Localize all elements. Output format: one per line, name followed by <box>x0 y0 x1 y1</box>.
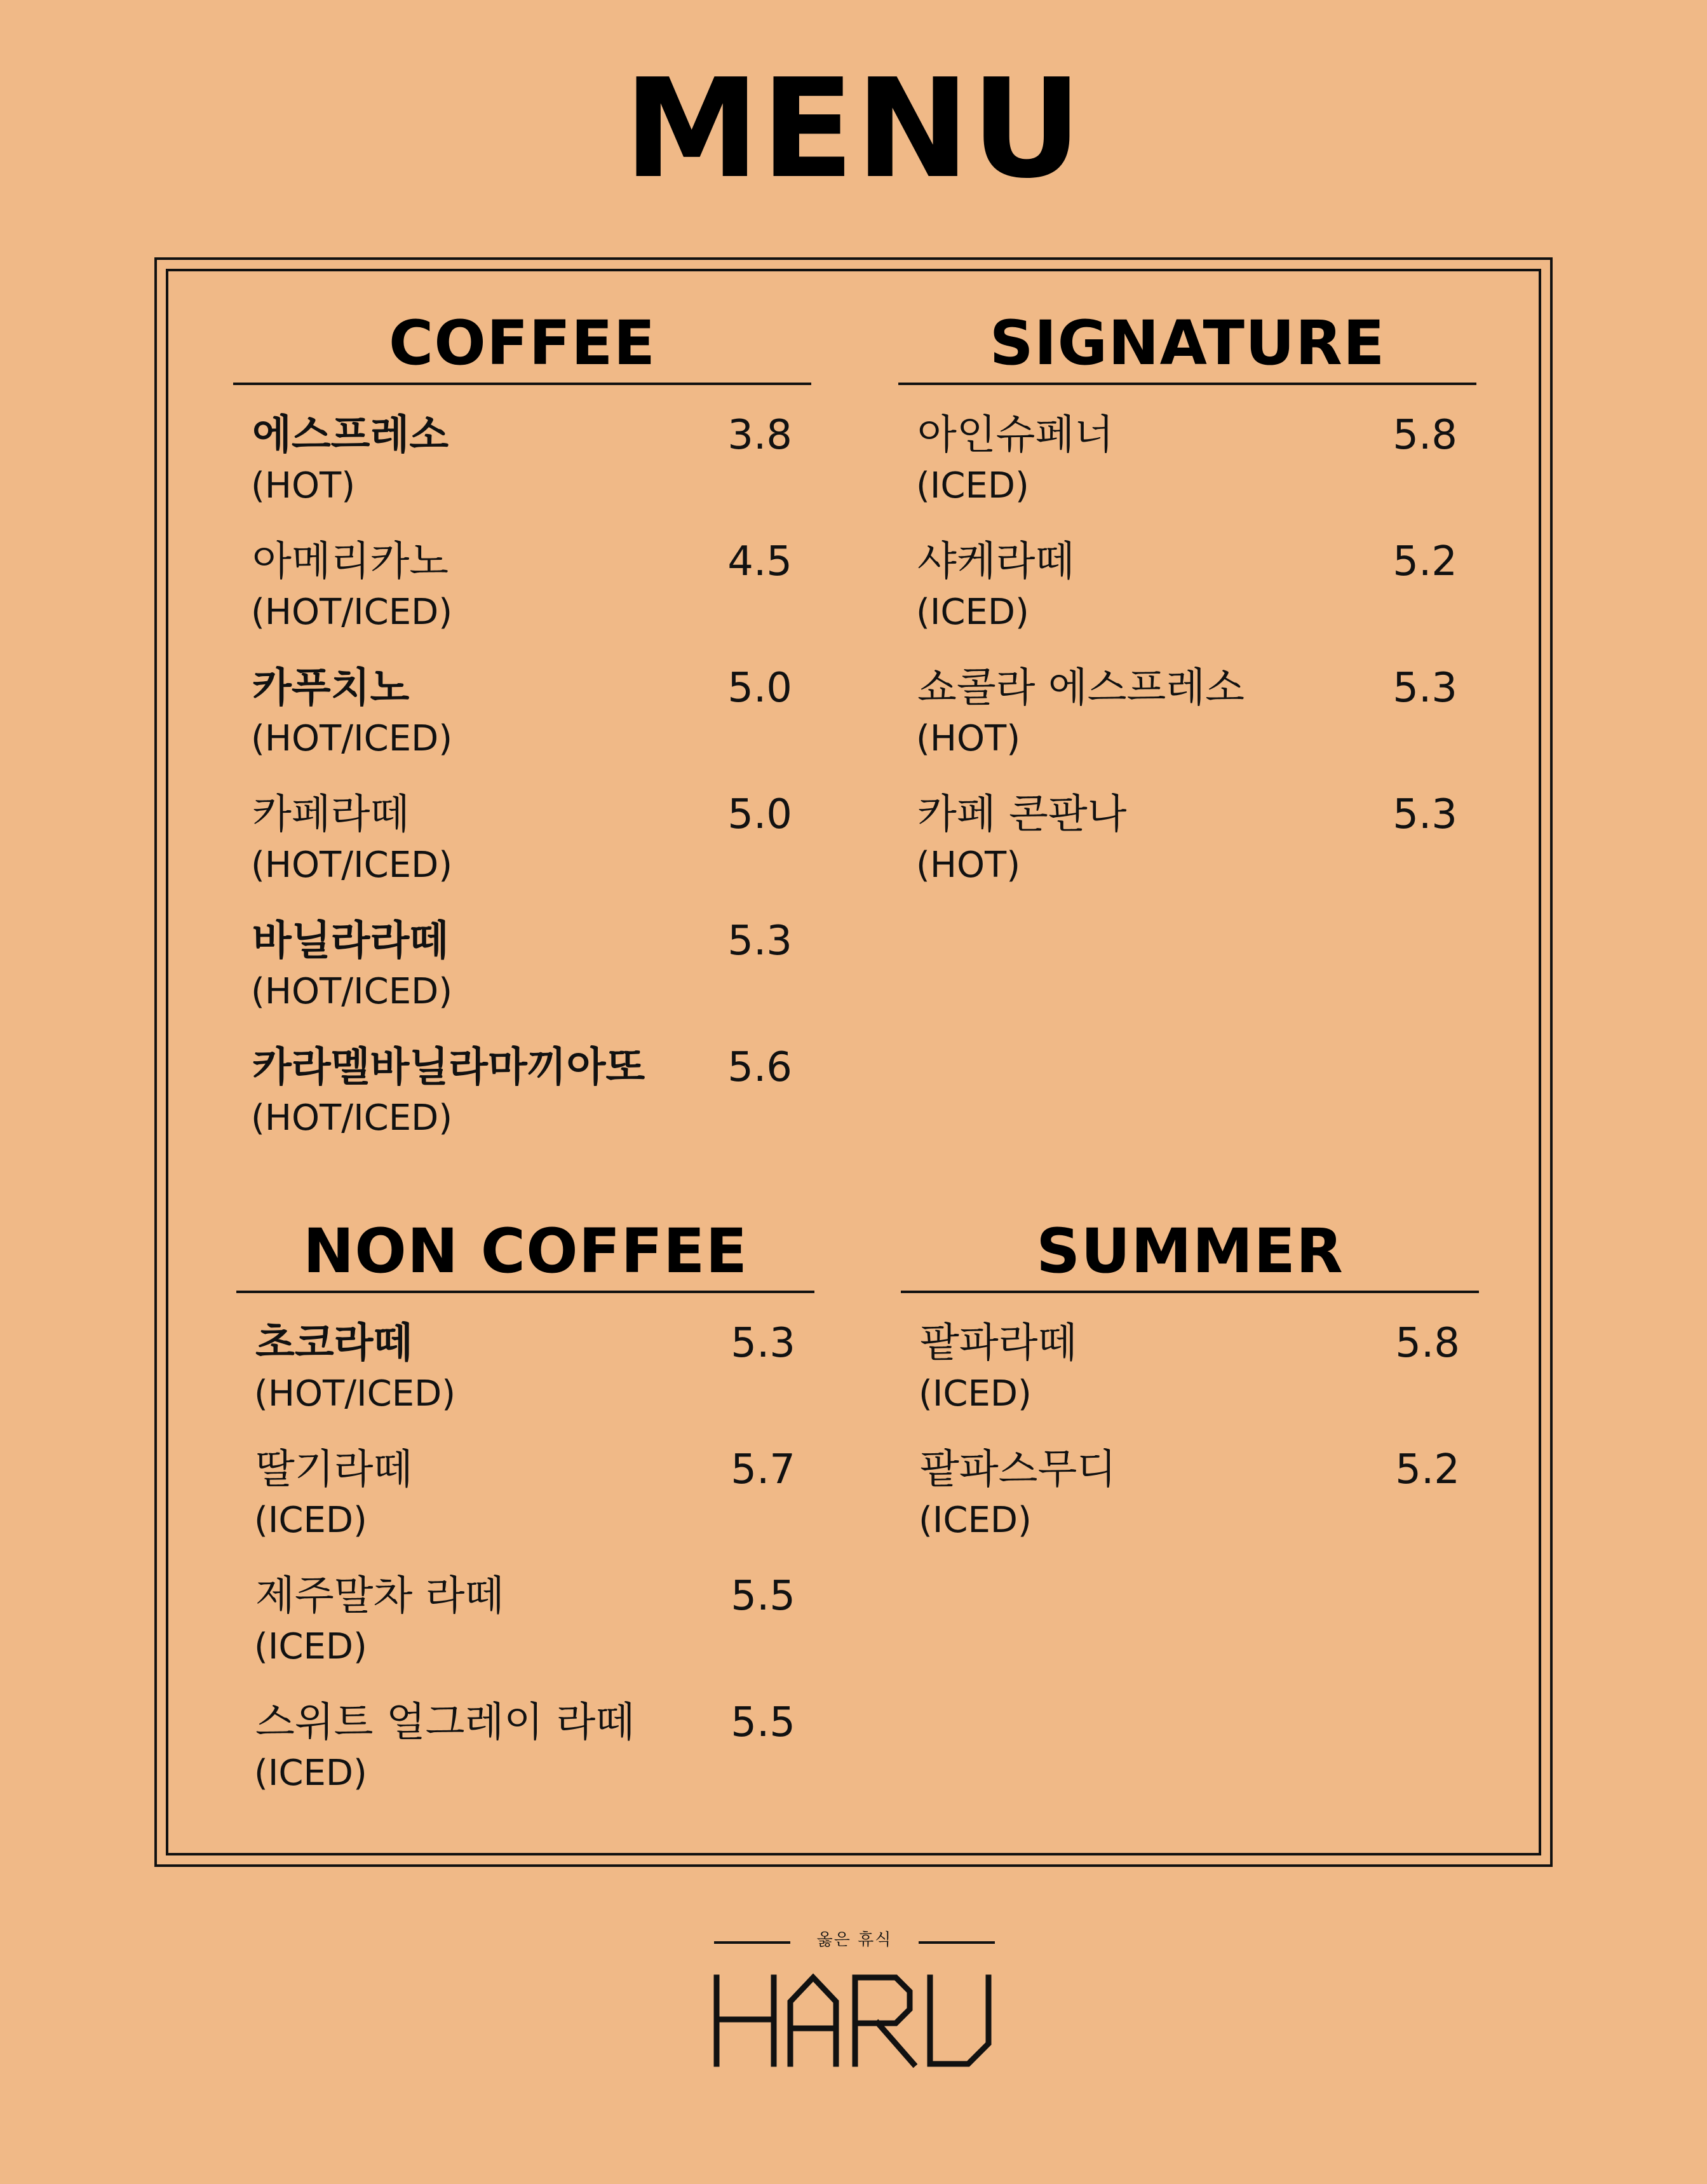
item-name: 카푸치노 <box>252 665 410 712</box>
item-temperature: (HOT) <box>916 718 1021 759</box>
item-price: 5.5 <box>731 1573 795 1620</box>
logo-divider <box>919 1941 995 1944</box>
item-temperature: (HOT/ICED) <box>251 1097 453 1139</box>
item-price: 5.2 <box>1393 538 1457 585</box>
item-name: 쇼콜라 에스프레소 <box>917 665 1245 712</box>
item-temperature: (ICED) <box>254 1626 367 1667</box>
item-price: 5.2 <box>1395 1446 1460 1493</box>
item-name: 초코라떼 <box>255 1320 413 1367</box>
logo-tagline: 옳은 휴식 <box>816 1930 893 1950</box>
item-price: 3.8 <box>727 412 792 459</box>
item-temperature: (HOT/ICED) <box>254 1373 456 1414</box>
section-title-coffee: COFFEE <box>388 308 656 379</box>
menu-item <box>233 412 811 542</box>
menu-item <box>236 1446 814 1577</box>
menu-item <box>898 538 1476 668</box>
menu-item <box>236 1699 814 1829</box>
menu-item <box>233 538 811 668</box>
menu-item <box>233 1044 811 1174</box>
item-name: 팥파스무디 <box>920 1446 1117 1493</box>
item-name: 아메리카노 <box>252 538 449 585</box>
item-name: 카페라떼 <box>252 791 410 838</box>
item-name: 딸기라떼 <box>255 1446 413 1493</box>
section-title-non-coffee: NON COFFEE <box>302 1216 748 1287</box>
menu-item <box>233 918 811 1048</box>
menu-item <box>901 1320 1479 1450</box>
item-price: 5.5 <box>731 1699 795 1746</box>
menu-title: MENU <box>623 49 1084 208</box>
item-price: 5.0 <box>727 665 792 712</box>
section-non-coffee <box>236 1216 814 1794</box>
section-divider <box>233 383 811 385</box>
item-temperature: (HOT) <box>916 844 1021 886</box>
item-temperature: (HOT/ICED) <box>251 718 453 759</box>
section-title-summer: SUMMER <box>1036 1216 1344 1287</box>
section-divider <box>898 383 1476 385</box>
item-price: 5.3 <box>731 1320 795 1367</box>
item-temperature: (ICED) <box>919 1500 1032 1541</box>
section-coffee <box>233 308 811 1139</box>
item-temperature: (HOT/ICED) <box>251 971 453 1012</box>
item-price: 5.0 <box>727 791 792 838</box>
item-name: 제주말차 라떼 <box>255 1573 504 1620</box>
item-price: 5.8 <box>1395 1320 1460 1367</box>
item-name: 바닐라라떼 <box>252 918 449 965</box>
menu-item <box>901 1446 1479 1577</box>
item-temperature: (ICED) <box>916 465 1029 506</box>
item-temperature: (ICED) <box>919 1373 1032 1414</box>
item-price: 5.8 <box>1393 412 1457 459</box>
item-name: 스위트 얼그레이 라떼 <box>255 1699 635 1746</box>
item-name: 팥파라떼 <box>920 1320 1077 1367</box>
section-title-signature: SIGNATURE <box>989 308 1386 379</box>
item-temperature: (HOT) <box>251 465 356 506</box>
item-price: 5.6 <box>727 1044 792 1091</box>
menu-item <box>898 665 1476 795</box>
item-name: 샤케라떼 <box>917 538 1075 585</box>
item-price: 5.3 <box>727 918 792 965</box>
menu-item <box>233 791 811 921</box>
section-signature <box>898 308 1476 886</box>
logo-wordmark-icon <box>712 1964 997 2072</box>
item-name: 에스프레소 <box>252 412 449 459</box>
item-name: 카페 콘판나 <box>917 791 1127 838</box>
menu-item <box>898 412 1476 542</box>
item-temperature: (ICED) <box>254 1753 367 1794</box>
item-price: 5.3 <box>1393 665 1457 712</box>
section-divider <box>236 1291 814 1293</box>
menu-item <box>236 1573 814 1703</box>
item-price: 5.7 <box>731 1446 795 1493</box>
haru-logo <box>712 1932 997 2072</box>
item-price: 5.3 <box>1393 791 1457 838</box>
item-name: 아인슈페너 <box>917 412 1114 459</box>
item-price: 4.5 <box>727 538 792 585</box>
section-summer <box>901 1216 1479 1541</box>
item-temperature: (ICED) <box>254 1500 367 1541</box>
item-name: 카라멜바닐라마끼아또 <box>252 1044 645 1091</box>
menu-item <box>236 1320 814 1450</box>
item-temperature: (HOT/ICED) <box>251 592 453 633</box>
menu-item <box>898 791 1476 921</box>
section-divider <box>901 1291 1479 1293</box>
item-temperature: (HOT/ICED) <box>251 844 453 886</box>
menu-item <box>233 665 811 795</box>
item-temperature: (ICED) <box>916 592 1029 633</box>
